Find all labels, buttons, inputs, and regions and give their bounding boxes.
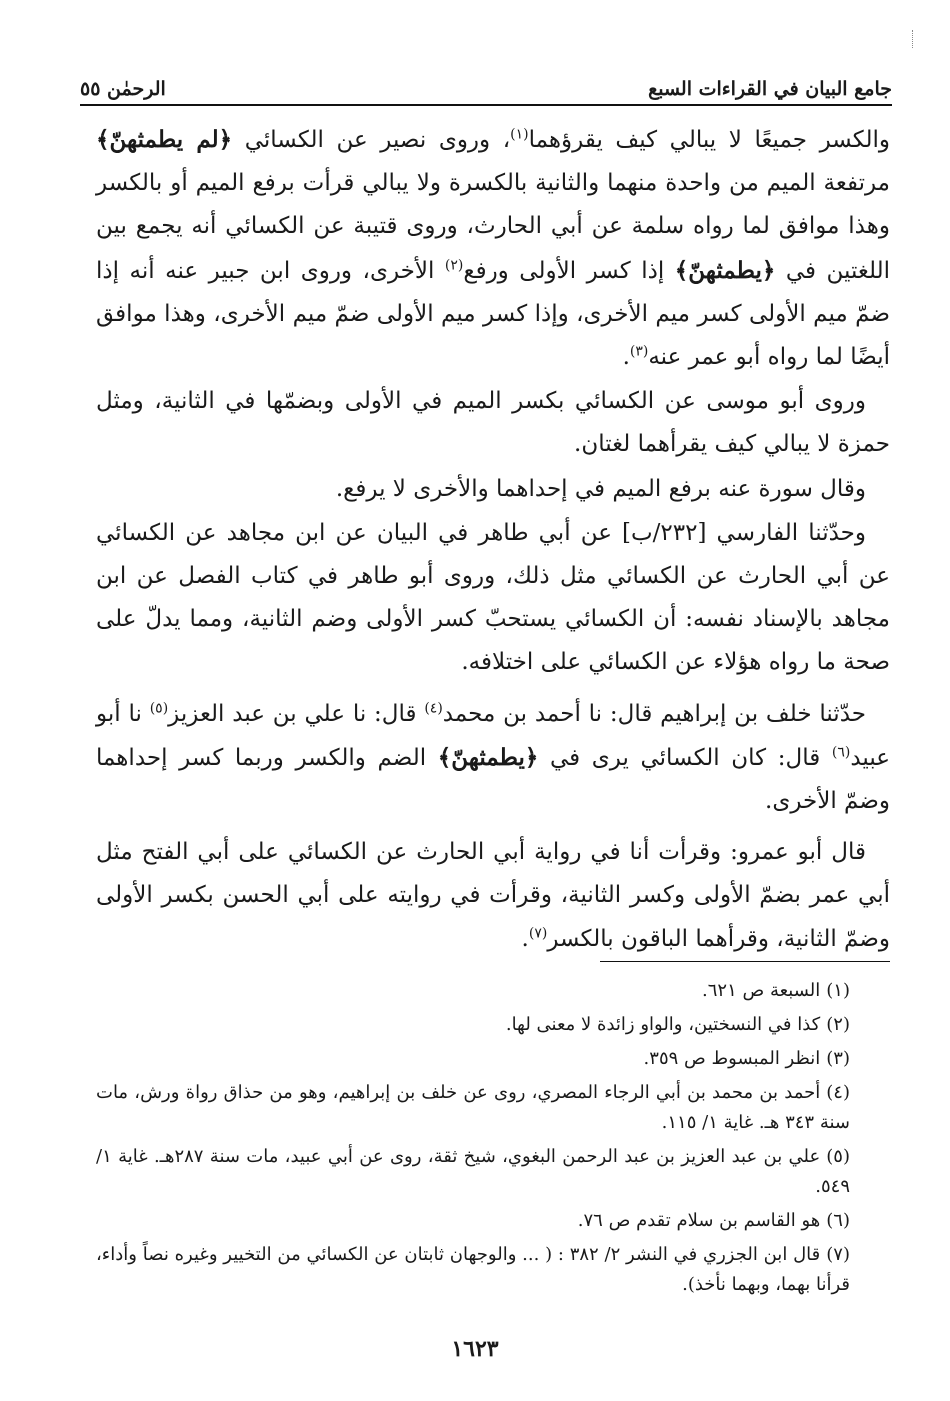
footnote-text: قال ابن الجزري في النشر ٢/ ٣٨٢ : ( ... والوجهان ثابتان عن الكسائي من التخيير وغيره نصاً وأداء، قرأنا بهما، وبهما نأخذ). [96,1244,850,1295]
footnote-mark: (٤) [826,1082,850,1103]
text-run: . [622,344,630,371]
text-run: إذا كسر الأولى ورفع [463,257,675,284]
surah-page-label: الرحمٰن ٥٥ [80,78,166,100]
footnote-item [96,1010,850,1040]
page-number: ١٦٢٣ [451,1336,499,1362]
text-run: . [521,925,529,952]
footnote-item [96,1142,850,1202]
footnote-rule [600,961,890,962]
book-title: جامع البيان في القراءات السبع [648,78,892,100]
footnote-ref-7: (٧) [528,925,548,941]
text-run: حدّثنا خلف بن إبراهيم قال: نا أحمد بن محمد [442,700,866,727]
footnote-item [96,1044,850,1074]
footnote-ref-5: (٥) [149,699,169,716]
text-run: الأخرى، وروى ابن جبير عنه أنه إذا ضمّ ميم الأولى كسر ميم الأخرى، وإذا كسر ميم الأولى ضمّ ميم الأخرى، وهذا موافق أيضًا لما رواه أبو عمر عنه [96,257,890,371]
paragraph-3: وقال سورة عنه برفع الميم في إحداهما والأخرى لا يرفع. [335,475,866,502]
text-run: مرتفعة الميم من واحدة منهما والثانية بالكسرة ولا يبالي قرأت برفع الميم أو بالكسر وهذا موافق لما رواه سلمة عن أبي الحارث، وروى قتيبة عن الكسائي أنه يجمع بين اللغتين في [96,170,890,284]
footnote-item [96,976,850,1006]
footnote-text: هو القاسم بن سلام تقدم ص ٧٦. [577,1210,821,1231]
text-run: نا أبو عبيد [96,700,890,771]
footnote-item [96,1206,850,1236]
footnote-text: أحمد بن محمد بن أبي الرجاء المصري، روى عن خلف بن إبراهيم، وهو من حذاق رواة ورش، مات سنة ٣٤٣ هـ. غاية ١/ ١١٥. [96,1082,850,1133]
text-run: قال أبو عمرو: وقرأت أنا في رواية أبي الحارث عن الكسائي على أبي الفتح مثل أبي عمر بضمّ الأولى وكسر الثانية، وقرأت في روايته على أبي الحسن بكسر الأولى وضمّ الثانية، وقرأهما الباقون بالكسر [96,839,890,952]
text-run: قال: كان الكسائي يرى في [538,744,832,771]
footnote-item [96,1078,850,1138]
footnote-text: كذا في النسختين، والواو زائدة لا معنى لها. [505,1014,821,1035]
paragraph-1 [96,118,890,379]
footnote-item [96,1240,850,1300]
footnote-mark: (١) [826,980,850,1001]
main-text [96,118,890,962]
footnote-text: السبعة ص ٦٢١. [702,980,821,1001]
header-rule [80,104,892,106]
quran-quote: ﴿يطمثهنّ﴾ [437,743,539,771]
footnote-ref-1: (١) [510,126,529,143]
footnote-mark: (٢) [826,1014,850,1035]
footnote-ref-3: (٣) [629,343,649,360]
footnote-ref-6: (٦) [831,744,851,761]
footnote-mark: (٦) [826,1210,850,1231]
running-header [80,66,892,100]
footnotes [96,976,850,1304]
quran-quote: ﴿يطمثهنّ﴾ [674,256,776,284]
footnote-ref-2: (٢) [444,256,464,273]
footnote-mark: (٧) [826,1244,850,1265]
paragraph-6 [96,831,890,961]
paragraph-2: وروى أبو موسى عن الكسائي بكسر الميم في الأولى وبضمّها في الثانية، ومثل حمزة لا يبالي كيف يقرأهما لغتان. [96,388,890,458]
paragraph-4: وحدّثنا الفارسي [٢٣٢/ب] عن أبي طاهر في البيان عن ابن مجاهد عن الكسائي عن أبي الحارث عن الكسائي مثل ذلك، وروى أبو طاهر في كتاب الفصل عن ابن مجاهد بالإسناد نفسه: أن الكسائي يستحبّ كسر الأولى وضم الثانية، ومما يدلّ على صحة ما رواه هؤلاء عن الكسائي على اختلافه. [96,519,890,676]
margin-mark [912,30,915,48]
footnote-mark: (٣) [826,1048,850,1069]
text-run: الضم والكسر وربما كسر إحداهما وضمّ الأخرى. [96,744,890,815]
footnote-text: علي بن عبد العزيز بن عبد الرحمن البغوي، شيخ ثقة، روى عن أبي عبيد، مات سنة ٢٨٧هـ. غاية ١/ ٥٤٩. [96,1146,850,1197]
text-run: والكسر جميعًا لا يبالي كيف يقرؤهما [528,127,890,153]
text-run: قال: نا علي بن عبد العزيز [168,700,425,727]
paragraph-5 [96,693,890,824]
footnote-text: انظر المبسوط ص ٣٥٩. [643,1048,821,1069]
text-run: ، وروى نصير عن الكسائي [232,127,511,153]
quran-quote: ﴿لم يطمثهنّ﴾ [96,126,233,153]
footnote-mark: (٥) [826,1146,850,1167]
footnote-ref-4: (٤) [424,699,443,716]
